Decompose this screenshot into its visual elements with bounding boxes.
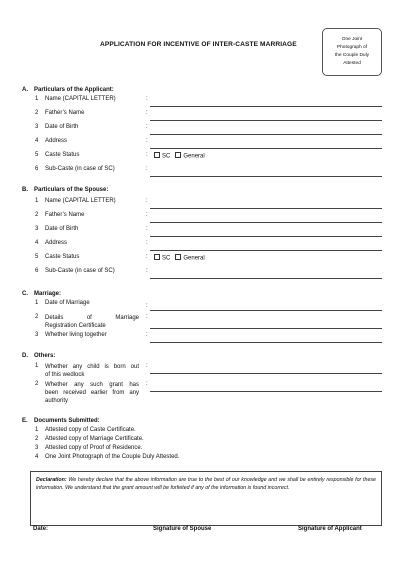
item-text: Attested copy of Caste Certificate. — [45, 427, 136, 433]
row-number: 1 — [35, 300, 39, 306]
general-checkbox[interactable] — [175, 254, 181, 260]
living-together-row — [0, 332, 400, 342]
item-number: 2 — [35, 436, 39, 442]
marriage-registration-row — [0, 314, 400, 334]
spouse-caste-row — [0, 254, 400, 264]
declaration-label: Declaration: — [36, 477, 67, 483]
item-text: Attested copy of Marriage Certificate. — [45, 436, 144, 442]
document-item — [35, 445, 142, 451]
spouse-name-row — [0, 198, 400, 208]
spouse-father-row — [0, 212, 400, 222]
spouse-subcaste-row — [0, 268, 400, 278]
spouse-dob-row — [0, 226, 400, 236]
section-c-letter: C. — [22, 291, 28, 297]
spouse-caste-options — [154, 254, 205, 262]
colon: : — [146, 152, 148, 158]
section-b-letter: B. — [22, 187, 28, 193]
marriage-registration-label — [45, 314, 139, 330]
applicant-name-row — [0, 96, 400, 106]
row-number: 2 — [35, 110, 39, 116]
colon: : — [146, 198, 148, 204]
spouse-dob-label: Date of Birth — [45, 226, 79, 232]
general-option-label: General — [183, 153, 205, 160]
applicant-dob-row — [0, 124, 400, 134]
label-line: authority — [45, 398, 69, 404]
applicant-subcaste-field[interactable] — [150, 176, 382, 177]
item-text: Attested copy of Proof of Residence. — [45, 445, 143, 451]
applicant-name-field[interactable] — [150, 106, 382, 107]
row-number: 1 — [35, 363, 39, 369]
row-number: 1 — [35, 198, 39, 204]
sc-checkbox[interactable] — [154, 152, 160, 158]
section-d-letter: D. — [22, 353, 28, 359]
marriage-date-field[interactable] — [150, 310, 382, 311]
section-b-heading: Particulars of the Spouse: — [34, 187, 109, 193]
spouse-address-field[interactable] — [150, 250, 382, 251]
sc-option-label: SC — [162, 153, 171, 160]
colon: : — [146, 303, 148, 309]
declaration-text: We hereby declare that the above information are true to the best of our knowledge and we shall be entirely responsible for these information. We understand that the grant amount will be forfeited if any of the information is found incorrect. — [36, 477, 376, 491]
label-line: Details of Marriage — [45, 315, 139, 321]
form-title: APPLICATION FOR INCENTIVE OF INTER-CASTE MARRIAGE — [100, 41, 297, 48]
section-a-heading: Particulars of the Applicant: — [34, 87, 114, 93]
general-checkbox[interactable] — [175, 152, 181, 158]
applicant-address-row — [0, 138, 400, 148]
colon: : — [146, 332, 148, 338]
item-text: One Joint Photograph of the Couple Duly Attested. — [45, 454, 180, 460]
colon: : — [146, 110, 148, 116]
applicant-caste-row — [0, 152, 400, 162]
photo-box-line: Attested — [343, 61, 361, 66]
colon: : — [146, 166, 148, 172]
row-number: 4 — [35, 240, 39, 246]
declaration-box — [30, 471, 382, 526]
spouse-address-label: Address — [45, 240, 68, 246]
item-number: 1 — [35, 427, 39, 433]
spouse-caste-label: Caste Status — [45, 254, 80, 260]
applicant-dob-field[interactable] — [150, 134, 382, 135]
row-number: 4 — [35, 138, 39, 144]
applicant-address-label: Address — [45, 138, 68, 144]
applicant-father-label: Father’s Name — [45, 110, 85, 116]
date-label: Date: — [33, 526, 49, 532]
section-e-heading: Documents Submitted: — [34, 418, 100, 424]
label-line: of this wedlock — [45, 372, 85, 378]
colon: : — [146, 363, 148, 369]
spouse-signature-label: Signature of Spouse — [153, 526, 212, 532]
colon: : — [146, 314, 148, 320]
colon: : — [146, 254, 148, 260]
row-number: 1 — [35, 96, 39, 102]
colon: : — [146, 268, 148, 274]
spouse-name-label: Name (CAPITAL LETTER) — [45, 198, 116, 204]
grant-received-label — [45, 381, 139, 405]
item-number: 3 — [35, 445, 39, 451]
living-together-label: Whether living together — [45, 332, 107, 338]
document-item — [35, 436, 144, 442]
document-item — [35, 427, 136, 433]
photo-box — [322, 28, 382, 76]
spouse-subcaste-label: Sub-Caste (in case of SC) — [45, 268, 115, 274]
applicant-subcaste-label: Sub-Caste (in case of SC) — [45, 166, 115, 172]
spouse-subcaste-field[interactable] — [150, 278, 382, 279]
applicant-caste-options — [154, 152, 205, 160]
grant-received-field[interactable] — [150, 391, 382, 392]
child-born-row — [0, 363, 400, 381]
row-number: 5 — [35, 152, 39, 158]
label-line: Registration Certificate — [45, 323, 106, 329]
spouse-father-field[interactable] — [150, 222, 382, 223]
applicant-address-field[interactable] — [150, 148, 382, 149]
general-option-label: General — [183, 255, 205, 262]
item-number: 4 — [35, 454, 39, 460]
colon: : — [146, 138, 148, 144]
marriage-date-label: Date of Marriage — [45, 300, 90, 306]
applicant-father-field[interactable] — [150, 120, 382, 121]
row-number: 3 — [35, 332, 39, 338]
applicant-name-label: Name (CAPITAL LETTER) — [45, 96, 116, 102]
marriage-date-row — [0, 300, 400, 310]
applicant-dob-label: Date of Birth — [45, 124, 79, 130]
sc-option-label: SC — [162, 255, 171, 262]
spouse-dob-field[interactable] — [150, 236, 382, 237]
row-number: 2 — [35, 381, 39, 387]
marriage-registration-field[interactable] — [150, 328, 382, 329]
colon: : — [146, 124, 148, 130]
row-number: 3 — [35, 124, 39, 130]
child-born-label — [45, 363, 139, 379]
section-c-heading: Marriage: — [34, 291, 62, 297]
spouse-father-label: Father’s Name — [45, 212, 85, 218]
living-together-field[interactable] — [150, 342, 382, 343]
colon: : — [146, 381, 148, 387]
row-number: 5 — [35, 254, 39, 260]
colon: : — [146, 212, 148, 218]
row-number: 3 — [35, 226, 39, 232]
photo-box-line: the Couple Duly — [334, 53, 370, 58]
applicant-signature-label: Signature of Applicant — [298, 526, 362, 532]
applicant-caste-label: Caste Status — [45, 152, 80, 158]
row-number: 2 — [35, 212, 39, 218]
label-line: Whether any such grant has — [45, 382, 139, 388]
row-number: 6 — [35, 166, 39, 172]
spouse-address-row — [0, 240, 400, 250]
sc-checkbox[interactable] — [154, 254, 160, 260]
colon: : — [146, 226, 148, 232]
colon: : — [146, 96, 148, 102]
section-d-heading: Others: — [34, 353, 56, 359]
applicant-father-row — [0, 110, 400, 120]
row-number: 2 — [35, 314, 39, 320]
photo-box-line: Photograph of — [336, 45, 368, 50]
child-born-field[interactable] — [150, 373, 382, 374]
label-line: been received earlier from any — [45, 390, 139, 396]
section-e-letter: E. — [22, 418, 28, 424]
spouse-name-field[interactable] — [150, 208, 382, 209]
grant-received-row — [0, 381, 400, 407]
colon: : — [146, 240, 148, 246]
document-item — [35, 454, 179, 460]
applicant-subcaste-row — [0, 166, 400, 176]
section-a-letter: A. — [22, 87, 28, 93]
photo-box-line: One Joint — [341, 37, 363, 42]
label-line: Whether any child is born out — [45, 364, 139, 370]
row-number: 6 — [35, 268, 39, 274]
